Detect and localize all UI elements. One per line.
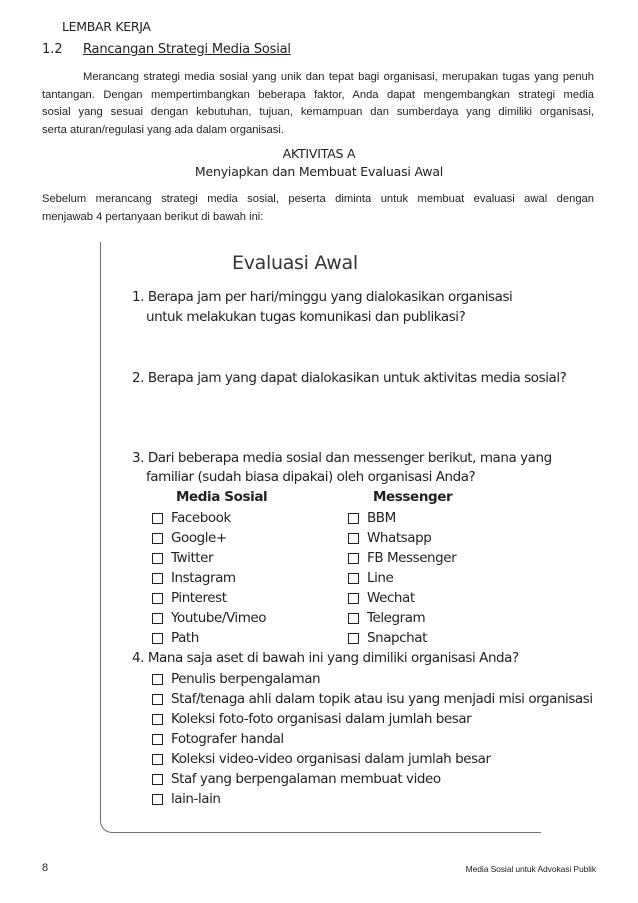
checkbox[interactable] xyxy=(348,573,359,584)
messenger-options xyxy=(348,508,456,648)
option-google-plus[interactable] xyxy=(152,528,266,548)
media-sosial-options xyxy=(152,508,266,648)
checkbox[interactable] xyxy=(152,633,163,644)
option-fb-messenger[interactable] xyxy=(348,548,456,568)
checkbox[interactable] xyxy=(152,573,163,584)
option-label: Facebook xyxy=(171,510,231,526)
option-wechat[interactable] xyxy=(348,588,456,608)
checkbox[interactable] xyxy=(348,633,359,644)
option-label: Snapchat xyxy=(367,630,427,646)
checkbox[interactable] xyxy=(152,794,163,805)
section-number: 1.2 xyxy=(42,42,63,57)
body-line: menjawab 4 pertanyaan berikut di bawah ini: xyxy=(42,210,264,223)
checkbox[interactable] xyxy=(152,714,163,725)
body-paragraph xyxy=(42,191,594,226)
option-path[interactable] xyxy=(152,628,266,648)
checkbox[interactable] xyxy=(348,553,359,564)
checkbox[interactable] xyxy=(152,613,163,624)
messenger-heading: Messenger xyxy=(373,489,453,505)
checkbox[interactable] xyxy=(152,553,163,564)
body-line: Sebelum merancang strategi media sosial, peserta diminta untuk membuat evaluasi awal dengan xyxy=(42,193,594,205)
option-label: FB Messenger xyxy=(367,550,457,566)
option-staf-ahli[interactable] xyxy=(152,689,593,709)
option-whatsapp[interactable] xyxy=(348,528,456,548)
option-label: Instagram xyxy=(171,570,236,586)
checkbox[interactable] xyxy=(152,593,163,604)
option-telegram[interactable] xyxy=(348,608,456,628)
checkbox[interactable] xyxy=(152,513,163,524)
option-label: Youtube/Vimeo xyxy=(171,610,267,626)
activity-title: Menyiapkan dan Membuat Evaluasi Awal xyxy=(194,164,444,179)
option-label: Pinterest xyxy=(171,590,227,606)
checkbox[interactable] xyxy=(152,674,163,685)
option-pinterest[interactable] xyxy=(152,588,266,608)
intro-line: sosial yang sesuai dengan kebutuhan, tujuan, kemampuan dan sumberdaya yang dimiliki organisasi, xyxy=(42,106,594,118)
option-label: Twitter xyxy=(171,550,214,566)
media-sosial-heading: Media Sosial xyxy=(176,489,268,505)
option-label: lain-lain xyxy=(171,791,221,807)
option-label: Fotografer handal xyxy=(171,731,284,747)
question-2: 2. Berapa jam yang dapat dialokasikan untuk aktivitas media sosial? xyxy=(132,370,567,386)
option-label: Penulis berpengalaman xyxy=(171,671,321,687)
option-label: Staf/tenaga ahli dalam topik atau isu yang menjadi misi organisasi xyxy=(171,691,593,707)
activity-label: AKTIVITAS A xyxy=(282,146,356,161)
option-line[interactable] xyxy=(348,568,456,588)
question-3-cont: familiar (sudah biasa dipakai) oleh organisasi Anda? xyxy=(146,469,476,485)
checkbox[interactable] xyxy=(348,613,359,624)
question-1: 1. Berapa jam per hari/minggu yang dialokasikan organisasi xyxy=(132,289,513,305)
checkbox[interactable] xyxy=(348,593,359,604)
option-label: Koleksi video-video organisasi dalam jumlah besar xyxy=(171,751,491,767)
checkbox[interactable] xyxy=(152,774,163,785)
intro-line: Merancang strategi media sosial yang unik dan tepat bagi organisasi, merupakan tugas yang penuh xyxy=(83,71,594,83)
intro-line: serta aturan/regulasi yang ada dalam organisasi. xyxy=(42,123,284,136)
intro-line: tantangan. Dengan mempertimbangkan beberapa faktor, Anda dapat mengembangkan strategi media xyxy=(42,88,594,101)
checkbox[interactable] xyxy=(152,734,163,745)
option-bbm[interactable] xyxy=(348,508,456,528)
option-label: Google+ xyxy=(171,530,227,546)
question-3: 3. Dari beberapa media sosial dan messenger berikut, mana yang xyxy=(132,450,552,466)
option-koleksi-foto[interactable] xyxy=(152,709,593,729)
option-label: Telegram xyxy=(367,610,426,626)
asset-options xyxy=(152,669,593,809)
option-label: Line xyxy=(367,570,394,586)
option-staf-video[interactable] xyxy=(152,769,593,789)
option-penulis[interactable] xyxy=(152,669,593,689)
option-label: Koleksi foto-foto organisasi dalam jumlah besar xyxy=(171,711,472,727)
page-number: 8 xyxy=(42,862,49,874)
option-label: Wechat xyxy=(367,590,415,606)
option-lain-lain[interactable] xyxy=(152,789,593,809)
question-1-cont: untuk melakukan tugas komunikasi dan publikasi? xyxy=(146,309,466,325)
option-koleksi-video[interactable] xyxy=(152,749,593,769)
checkbox[interactable] xyxy=(152,694,163,705)
option-fotografer[interactable] xyxy=(152,729,593,749)
option-label: Whatsapp xyxy=(367,530,432,546)
option-label: Staf yang berpengalaman membuat video xyxy=(171,771,441,787)
book-title: Media Sosial untuk Advokasi Publik xyxy=(465,864,596,874)
option-instagram[interactable] xyxy=(152,568,266,588)
option-facebook[interactable] xyxy=(152,508,266,528)
option-youtube-vimeo[interactable] xyxy=(152,608,266,628)
checkbox[interactable] xyxy=(152,754,163,765)
option-snapchat[interactable] xyxy=(348,628,456,648)
worksheet-title: Evaluasi Awal xyxy=(232,252,358,274)
option-twitter[interactable] xyxy=(152,548,266,568)
section-title: Rancangan Strategi Media Sosial xyxy=(83,42,291,57)
intro-paragraph xyxy=(42,69,594,139)
checkbox[interactable] xyxy=(152,533,163,544)
option-label: BBM xyxy=(367,510,396,526)
question-4: 4. Mana saja aset di bawah ini yang dimiliki organisasi Anda? xyxy=(132,650,519,666)
checkbox[interactable] xyxy=(348,513,359,524)
checkbox[interactable] xyxy=(348,533,359,544)
option-label: Path xyxy=(171,630,199,646)
worksheet-label: LEMBAR KERJA xyxy=(62,19,151,34)
